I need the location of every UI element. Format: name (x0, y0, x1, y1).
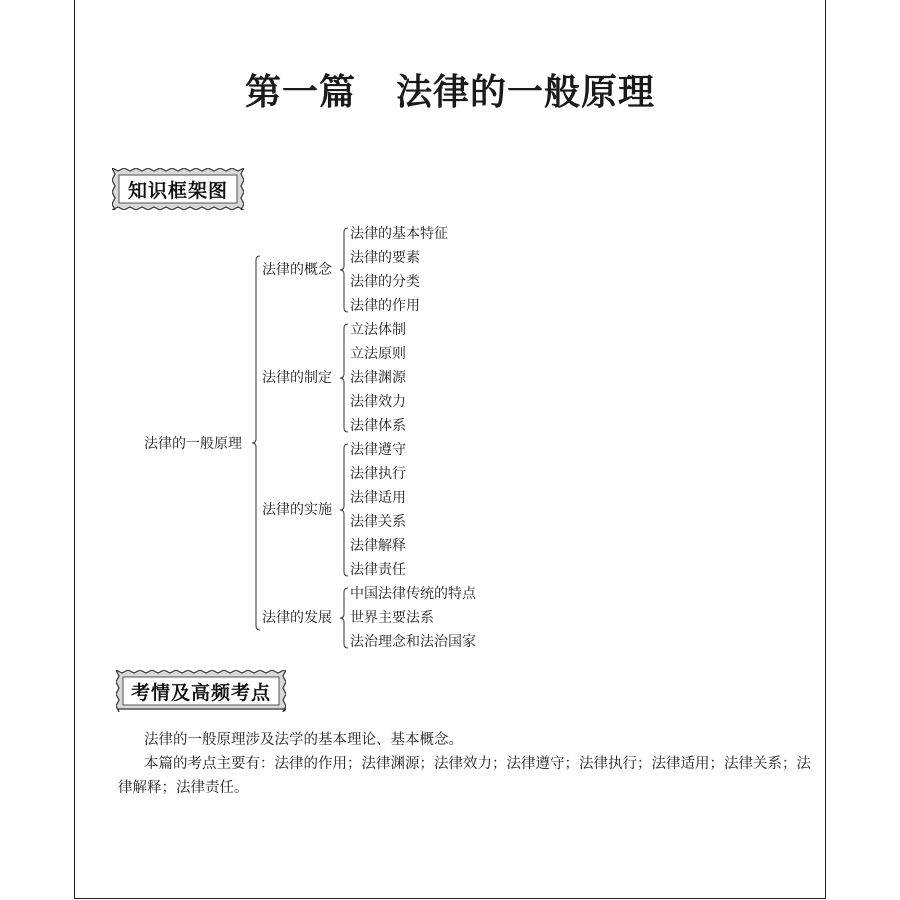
tree-branch-brace (339, 442, 349, 578)
tree-leaf: 法律责任 (350, 562, 406, 578)
tree-leaf: 法律适用 (350, 490, 406, 506)
tree-leaf: 中国法律传统的特点 (350, 586, 476, 602)
tree-leaf: 法律关系 (350, 514, 406, 530)
tree-leaf: 法律的基本特征 (350, 226, 448, 242)
tree-leaf: 世界主要法系 (350, 610, 434, 626)
tree-leaf: 法律的要素 (350, 250, 420, 266)
tree-root-brace (251, 254, 261, 632)
tree-branch-brace (339, 586, 349, 650)
tree-leaf: 法治理念和法治国家 (350, 634, 476, 650)
part-number: 第一篇 (244, 72, 356, 113)
exam-paragraph-2: 本篇的考点主要有：法律的作用；法律渊源；法律效力；法律遵守；法律执行；法律适用；法律关系；法律解释；法律责任。 (118, 756, 811, 796)
tree-branch-label: 法律的实施 (262, 502, 332, 518)
tree-leaf: 法律渊源 (350, 370, 406, 386)
exam-label: 考情及高频考点 (130, 681, 271, 704)
exam-badge (116, 670, 286, 712)
part-name: 法律的一般原理 (396, 72, 656, 113)
exam-paragraph-1: 法律的一般原理涉及法学的基本理论、基本概念。 (144, 732, 463, 748)
tree-leaf: 立法体制 (350, 322, 406, 338)
tree-leaf: 法律解释 (350, 538, 406, 554)
tree-branch-label: 法律的概念 (262, 262, 332, 278)
tree-branch-brace (339, 226, 349, 314)
tree-leaf: 法律体系 (350, 418, 406, 434)
tree-leaf: 法律效力 (350, 394, 406, 410)
tree-leaf: 立法原则 (350, 346, 406, 362)
tree-leaf: 法律执行 (350, 466, 406, 482)
tree-leaf: 法律遵守 (350, 442, 406, 458)
tree-leaf: 法律的分类 (350, 274, 420, 290)
tree-branch-label: 法律的制定 (262, 370, 332, 386)
page-title (0, 64, 900, 115)
tree-branch-label: 法律的发展 (262, 610, 332, 626)
framework-badge (112, 168, 244, 210)
tree-branch-brace (339, 322, 349, 434)
exam-text (118, 728, 818, 800)
framework-label: 知识框架图 (127, 179, 228, 202)
tree-root-label: 法律的一般原理 (144, 436, 242, 452)
tree-leaf: 法律的作用 (350, 298, 420, 314)
